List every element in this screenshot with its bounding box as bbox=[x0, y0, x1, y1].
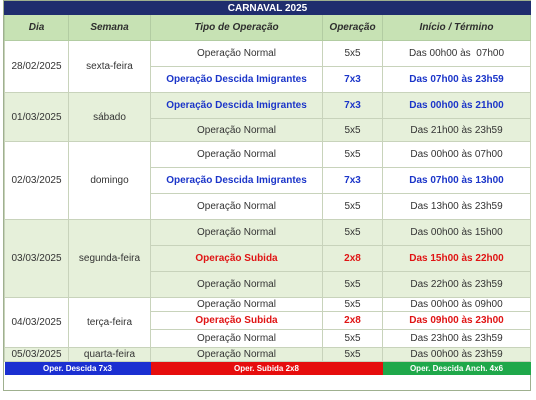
table-row bbox=[5, 348, 531, 362]
day-weekday: sábado bbox=[69, 93, 151, 142]
operation-type: Operação Normal bbox=[151, 348, 323, 362]
header-semana: Semana bbox=[69, 15, 151, 41]
legend-descida: Oper. Descida 7x3 bbox=[5, 362, 151, 376]
operation-code: 5x5 bbox=[323, 220, 383, 246]
operation-type: Operação Descida Imigrantes bbox=[151, 93, 323, 119]
operation-type: Operação Normal bbox=[151, 272, 323, 298]
operation-period: Das 13h00 às 23h59 bbox=[383, 194, 531, 220]
operation-period: Das 21h00 às 23h59 bbox=[383, 119, 531, 142]
operation-period: Das 00h00 às 21h00 bbox=[383, 93, 531, 119]
table-row bbox=[5, 220, 531, 246]
day-weekday: domingo bbox=[69, 142, 151, 220]
table-row bbox=[5, 93, 531, 119]
operation-code: 5x5 bbox=[323, 142, 383, 168]
day-date: 28/02/2025 bbox=[5, 41, 69, 93]
day-weekday: sexta-feira bbox=[69, 41, 151, 93]
header-inicio: Início / Término bbox=[383, 15, 531, 41]
operation-period: Das 15h00 às 22h00 bbox=[383, 246, 531, 272]
header-operacao: Operação bbox=[323, 15, 383, 41]
operation-period: Das 00h00 às 15h00 bbox=[383, 220, 531, 246]
operation-type: Operação Normal bbox=[151, 41, 323, 67]
legend-subida: Oper. Subida 2x8 bbox=[151, 362, 383, 376]
operation-code: 5x5 bbox=[323, 194, 383, 220]
operation-period: Das 00h00 às 23h59 bbox=[383, 348, 531, 362]
header-dia: Dia bbox=[5, 15, 69, 41]
table-title: CARNAVAL 2025 bbox=[5, 2, 531, 15]
operation-code: 5x5 bbox=[323, 298, 383, 312]
header-tipo: Tipo de Operação bbox=[151, 15, 323, 41]
operation-type: Operação Normal bbox=[151, 194, 323, 220]
operation-period: Das 09h00 às 23h00 bbox=[383, 312, 531, 330]
operation-type: Operação Normal bbox=[151, 142, 323, 168]
operation-type: Operação Normal bbox=[151, 220, 323, 246]
operation-code: 5x5 bbox=[323, 119, 383, 142]
carnaval-schedule bbox=[3, 0, 531, 391]
table-row bbox=[5, 142, 531, 168]
table-row bbox=[5, 41, 531, 67]
day-weekday: terça-feira bbox=[69, 298, 151, 348]
schedule-body bbox=[5, 41, 531, 362]
operation-code: 7x3 bbox=[323, 93, 383, 119]
operation-type: Operação Normal bbox=[151, 119, 323, 142]
day-date: 03/03/2025 bbox=[5, 220, 69, 298]
operation-code: 2x8 bbox=[323, 246, 383, 272]
operation-code: 7x3 bbox=[323, 168, 383, 194]
operation-period: Das 23h00 às 23h59 bbox=[383, 330, 531, 348]
operation-period: Das 00h00 às 07h00 bbox=[383, 142, 531, 168]
table-row bbox=[5, 298, 531, 312]
legend-descida-anchieta: Oper. Descida Anch. 4x6 bbox=[383, 362, 531, 376]
operation-period: Das 07h00 às 13h00 bbox=[383, 168, 531, 194]
operation-type: Operação Normal bbox=[151, 298, 323, 312]
day-date: 05/03/2025 bbox=[5, 348, 69, 362]
operation-type: Operação Subida bbox=[151, 246, 323, 272]
operation-period: Das 22h00 às 23h59 bbox=[383, 272, 531, 298]
operation-code: 5x5 bbox=[323, 41, 383, 67]
operation-code: 5x5 bbox=[323, 330, 383, 348]
day-date: 04/03/2025 bbox=[5, 298, 69, 348]
operation-period: Das 07h00 às 23h59 bbox=[383, 67, 531, 93]
operation-type: Operação Normal bbox=[151, 330, 323, 348]
day-weekday: segunda-feira bbox=[69, 220, 151, 298]
operation-type: Operação Descida Imigrantes bbox=[151, 67, 323, 93]
day-date: 02/03/2025 bbox=[5, 142, 69, 220]
operation-type: Operação Descida Imigrantes bbox=[151, 168, 323, 194]
day-date: 01/03/2025 bbox=[5, 93, 69, 142]
operation-type: Operação Subida bbox=[151, 312, 323, 330]
operation-code: 5x5 bbox=[323, 272, 383, 298]
operation-code: 7x3 bbox=[323, 67, 383, 93]
operation-code: 5x5 bbox=[323, 348, 383, 362]
day-weekday: quarta-feira bbox=[69, 348, 151, 362]
operation-period: Das 00h00 às 07h00 bbox=[383, 41, 531, 67]
operation-code: 2x8 bbox=[323, 312, 383, 330]
operation-period: Das 00h00 às 09h00 bbox=[383, 298, 531, 312]
schedule-table bbox=[4, 1, 531, 375]
